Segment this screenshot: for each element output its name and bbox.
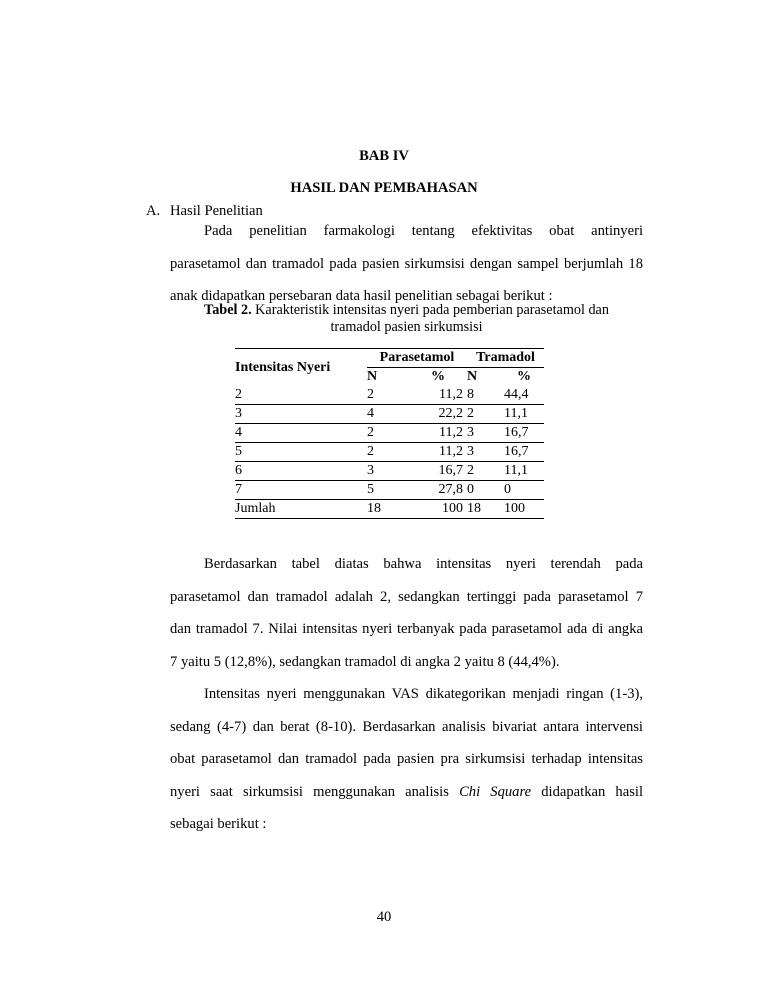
paragraph-line: Intensitas nyeri menggunakan VAS dikategorikan menjadi ringan (1-3), [204, 686, 643, 702]
cell-parasetamol-n: 3 [367, 462, 409, 481]
paragraph-intro [170, 215, 643, 313]
cell-parasetamol-pct: 22,2 [409, 405, 467, 424]
paragraph-line: dan tramadol 7. Nilai intensitas nyeri terbanyak pada parasetamol ada di angka [170, 621, 643, 637]
paragraph-line: 7 yaitu 5 (12,8%), sedangkan tramadol di angka 2 yaitu 8 (44,4%). [170, 653, 560, 670]
text-run: nyeri saat sirkumsisi menggunakan analisis [170, 783, 460, 800]
cell-tramadol-pct: 11,1 [504, 462, 544, 481]
paragraph-line: Pada penelitian farmakologi tentang efektivitas obat antinyeri [204, 223, 643, 239]
cell-tramadol-n: 2 [467, 405, 504, 424]
header-n: N [367, 369, 378, 384]
section-title: Hasil Penelitian [170, 203, 263, 219]
paragraph-line: sedang (4-7) dan berat (8-10). Berdasarkan analisis bivariat antara intervensi [170, 718, 643, 735]
cell-intensity: Jumlah [235, 500, 367, 519]
table-caption-text-2: tramadol pasien sirkumsisi [330, 319, 483, 335]
paragraph-line [170, 776, 643, 809]
header-pct: % [431, 369, 445, 384]
cell-parasetamol-pct: 11,2 [409, 443, 467, 462]
header-pct: % [517, 369, 531, 384]
cell-tramadol-n: 0 [467, 481, 504, 500]
cell-parasetamol-n: 2 [367, 443, 409, 462]
italic-term-chi-square: Chi Square [459, 783, 532, 800]
table-row [235, 462, 544, 481]
cell-parasetamol-n: 5 [367, 481, 409, 500]
cell-parasetamol-n: 18 [367, 500, 409, 519]
cell-parasetamol-n: 2 [367, 424, 409, 443]
header-intensitas-nyeri: Intensitas Nyeri [235, 349, 367, 387]
cell-intensity: 4 [235, 424, 367, 443]
cell-parasetamol-pct: 100 [409, 500, 467, 519]
cell-intensity: 6 [235, 462, 367, 481]
paragraph-line: obat parasetamol dan tramadol pada pasien pra sirkumsisi terhadap intensitas [170, 751, 643, 767]
cell-parasetamol-pct: 16,7 [409, 462, 467, 481]
table-row [235, 481, 544, 500]
paragraph-line: parasetamol dan tramadol pada pasien sirkumsisi dengan sampel berjumlah 18 [170, 255, 643, 272]
cell-tramadol-pct: 100 [504, 500, 544, 519]
cell-intensity: 5 [235, 443, 367, 462]
paragraph-table-summary [170, 548, 643, 841]
paragraph-line: anak didapatkan persebaran data hasil penelitian sebagai berikut : [170, 288, 553, 304]
cell-tramadol-n: 3 [467, 443, 504, 462]
paragraph-line: Berdasarkan tabel diatas bahwa intensitas nyeri terendah pada [204, 556, 643, 572]
cell-tramadol-n: 18 [467, 500, 504, 519]
chapter-heading: BAB IV [359, 148, 409, 164]
table-header-row [235, 349, 544, 368]
cell-tramadol-n: 2 [467, 462, 504, 481]
paragraph-line: sebagai berikut : [170, 816, 267, 832]
table-total-row [235, 500, 544, 519]
chapter-title: HASIL DAN PEMBAHASAN [290, 180, 478, 196]
pain-intensity-table [235, 348, 544, 519]
cell-intensity: 3 [235, 405, 367, 424]
table-row [235, 443, 544, 462]
section-number: A. [146, 203, 161, 219]
cell-tramadol-pct: 16,7 [504, 424, 544, 443]
cell-tramadol-n: 3 [467, 424, 504, 443]
header-n: N [467, 369, 478, 384]
cell-parasetamol-pct: 11,2 [409, 424, 467, 443]
cell-tramadol-pct: 44,4 [504, 386, 544, 405]
cell-parasetamol-n: 2 [367, 386, 409, 405]
paragraph-line: parasetamol dan tramadol adalah 2, sedangkan tertinggi pada parasetamol 7 [170, 588, 643, 605]
page-number: 40 [376, 909, 392, 925]
cell-parasetamol-pct: 11,2 [409, 386, 467, 405]
table-caption [170, 302, 643, 336]
cell-tramadol-n: 8 [467, 386, 504, 405]
cell-tramadol-pct: 0 [504, 481, 544, 500]
cell-parasetamol-pct: 27,8 [409, 481, 467, 500]
text-run: didapatkan hasil [531, 783, 643, 800]
table-row [235, 386, 544, 405]
cell-parasetamol-n: 4 [367, 405, 409, 424]
cell-tramadol-pct: 11,1 [504, 405, 544, 424]
header-parasetamol: Parasetamol [367, 349, 467, 368]
table-caption-text: Karakteristik intensitas nyeri pada pemberian parasetamol dan [251, 302, 609, 318]
table-row [235, 424, 544, 443]
table-caption-label: Tabel 2. [204, 302, 252, 318]
header-tramadol: Tramadol [467, 349, 544, 368]
cell-intensity: 7 [235, 481, 367, 500]
cell-intensity: 2 [235, 386, 367, 405]
cell-tramadol-pct: 16,7 [504, 443, 544, 462]
table-row [235, 405, 544, 424]
